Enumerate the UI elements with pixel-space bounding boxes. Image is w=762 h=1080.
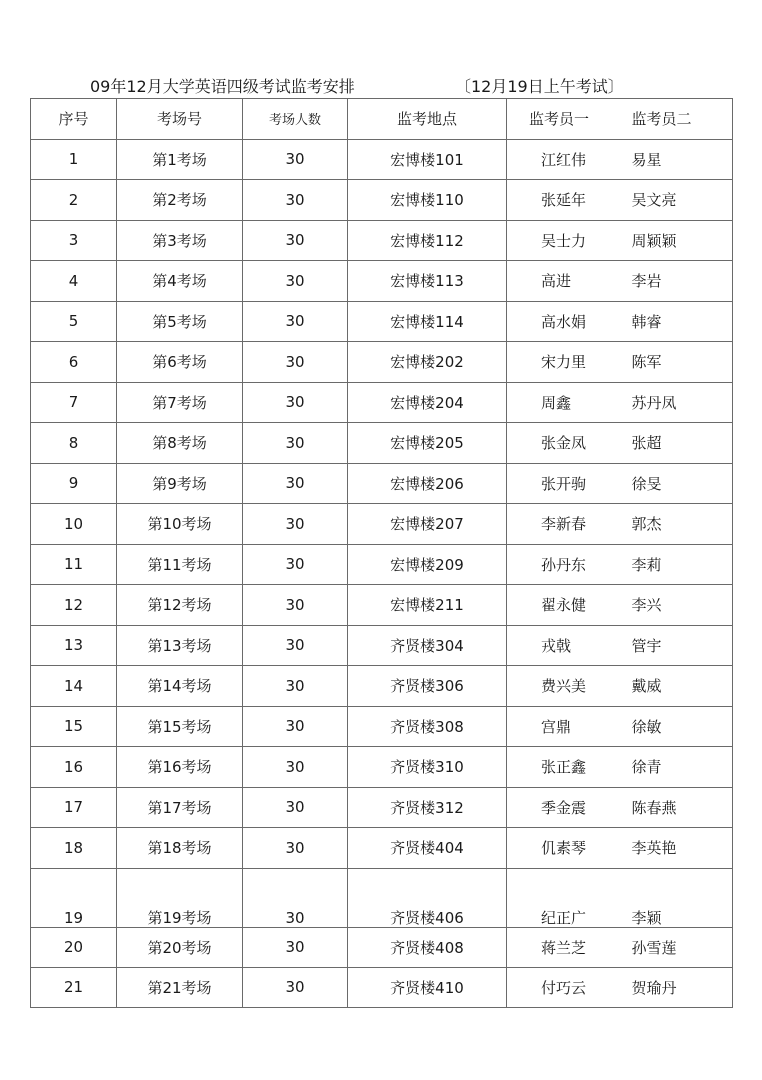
- table-row: [31, 868, 733, 927]
- cell-proctor-two: 李兴: [625, 585, 733, 626]
- cell-serial: 17: [31, 787, 117, 828]
- cell-place: 齐贤楼410: [348, 967, 507, 1008]
- cell-proctor-one: 季金震: [507, 787, 625, 828]
- cell-room: 第2考场: [117, 180, 243, 221]
- cell-room: 第12考场: [117, 585, 243, 626]
- table-row: [31, 423, 733, 464]
- cell-serial: 19: [31, 868, 117, 927]
- cell-proctor-two: 郭杰: [625, 504, 733, 545]
- cell-place: 齐贤楼312: [348, 787, 507, 828]
- cell-room: 第15考场: [117, 706, 243, 747]
- cell-count: 30: [243, 423, 348, 464]
- cell-room: 第20考场: [117, 927, 243, 967]
- cell-place: 宏博楼113: [348, 261, 507, 302]
- cell-count: 30: [243, 666, 348, 707]
- proctor-schedule-table: [30, 98, 733, 1008]
- cell-proctor-one: 戎戟: [507, 625, 625, 666]
- cell-proctor-one: 张延年: [507, 180, 625, 221]
- cell-room: 第16考场: [117, 747, 243, 788]
- cell-count: 30: [243, 747, 348, 788]
- cell-place: 齐贤楼304: [348, 625, 507, 666]
- header-room: 考场号: [117, 99, 243, 140]
- cell-proctor-two: 李岩: [625, 261, 733, 302]
- table-row: [31, 463, 733, 504]
- table-row: [31, 666, 733, 707]
- cell-proctor-two: 易星: [625, 139, 733, 180]
- cell-count: 30: [243, 967, 348, 1008]
- cell-place: 宏博楼114: [348, 301, 507, 342]
- cell-count: 30: [243, 585, 348, 626]
- cell-count: 30: [243, 504, 348, 545]
- cell-count: 30: [243, 706, 348, 747]
- cell-proctor-two: 李英艳: [625, 828, 733, 869]
- cell-serial: 7: [31, 382, 117, 423]
- cell-room: 第9考场: [117, 463, 243, 504]
- cell-proctor-one: 费兴美: [507, 666, 625, 707]
- table-row: [31, 585, 733, 626]
- table-header-row: [31, 99, 733, 140]
- cell-proctor-two: 张超: [625, 423, 733, 464]
- cell-serial: 20: [31, 927, 117, 967]
- table-row: [31, 967, 733, 1008]
- cell-room: 第21考场: [117, 967, 243, 1008]
- cell-place: 宏博楼204: [348, 382, 507, 423]
- cell-place: 宏博楼112: [348, 220, 507, 261]
- cell-serial: 12: [31, 585, 117, 626]
- cell-place: 宏博楼205: [348, 423, 507, 464]
- cell-serial: 2: [31, 180, 117, 221]
- table-row: [31, 927, 733, 967]
- table-row: [31, 382, 733, 423]
- cell-place: 齐贤楼406: [348, 868, 507, 927]
- cell-proctor-two: 徐敏: [625, 706, 733, 747]
- cell-serial: 13: [31, 625, 117, 666]
- cell-place: 宏博楼209: [348, 544, 507, 585]
- cell-room: 第4考场: [117, 261, 243, 302]
- cell-place: 齐贤楼404: [348, 828, 507, 869]
- cell-place: 宏博楼202: [348, 342, 507, 383]
- cell-serial: 11: [31, 544, 117, 585]
- table-row: [31, 544, 733, 585]
- table-row: [31, 261, 733, 302]
- table-row: [31, 625, 733, 666]
- table-row: [31, 301, 733, 342]
- cell-proctor-one: 高水娟: [507, 301, 625, 342]
- cell-proctor-two: 苏丹凤: [625, 382, 733, 423]
- cell-proctor-one: 吴士力: [507, 220, 625, 261]
- cell-count: 30: [243, 301, 348, 342]
- cell-proctor-two: 吴文亮: [625, 180, 733, 221]
- cell-room: 第6考场: [117, 342, 243, 383]
- cell-serial: 3: [31, 220, 117, 261]
- document-title: [0, 74, 762, 98]
- cell-count: 30: [243, 139, 348, 180]
- cell-proctor-one: 孙丹东: [507, 544, 625, 585]
- cell-room: 第10考场: [117, 504, 243, 545]
- cell-proctor-one: 宋力里: [507, 342, 625, 383]
- table-row: [31, 706, 733, 747]
- cell-proctor-one: 高进: [507, 261, 625, 302]
- cell-serial: 10: [31, 504, 117, 545]
- cell-proctor-two: 陈春燕: [625, 787, 733, 828]
- cell-proctor-one: 江红伟: [507, 139, 625, 180]
- cell-room: 第18考场: [117, 828, 243, 869]
- table-row: [31, 747, 733, 788]
- cell-count: 30: [243, 544, 348, 585]
- cell-proctor-two: 李颖: [625, 868, 733, 927]
- cell-place: 宏博楼101: [348, 139, 507, 180]
- cell-proctor-two: 管宇: [625, 625, 733, 666]
- title-main: 09年12月大学英语四级考试监考安排: [90, 77, 355, 96]
- cell-count: 30: [243, 261, 348, 302]
- cell-proctor-one: 张正鑫: [507, 747, 625, 788]
- cell-proctor-one: 蒋兰芝: [507, 927, 625, 967]
- cell-proctor-two: 李莉: [625, 544, 733, 585]
- cell-count: 30: [243, 382, 348, 423]
- cell-serial: 4: [31, 261, 117, 302]
- cell-place: 宏博楼207: [348, 504, 507, 545]
- cell-count: 30: [243, 868, 348, 927]
- cell-count: 30: [243, 220, 348, 261]
- cell-serial: 16: [31, 747, 117, 788]
- cell-place: 宏博楼206: [348, 463, 507, 504]
- cell-room: 第7考场: [117, 382, 243, 423]
- cell-place: 齐贤楼306: [348, 666, 507, 707]
- cell-proctor-one: 宫鼎: [507, 706, 625, 747]
- cell-room: 第13考场: [117, 625, 243, 666]
- cell-count: 30: [243, 342, 348, 383]
- cell-room: 第5考场: [117, 301, 243, 342]
- cell-serial: 9: [31, 463, 117, 504]
- table-row: [31, 342, 733, 383]
- cell-proctor-one: 仉素琴: [507, 828, 625, 869]
- cell-room: 第17考场: [117, 787, 243, 828]
- cell-proctor-two: 戴威: [625, 666, 733, 707]
- cell-proctor-two: 韩睿: [625, 301, 733, 342]
- cell-place: 宏博楼211: [348, 585, 507, 626]
- cell-proctor-two: 贺瑜丹: [625, 967, 733, 1008]
- header-serial: 序号: [31, 99, 117, 140]
- header-proctor-two: 监考员二: [625, 99, 733, 140]
- cell-room: 第1考场: [117, 139, 243, 180]
- cell-room: 第14考场: [117, 666, 243, 707]
- cell-count: 30: [243, 927, 348, 967]
- cell-proctor-one: 周鑫: [507, 382, 625, 423]
- cell-proctor-one: 纪正广: [507, 868, 625, 927]
- cell-serial: 6: [31, 342, 117, 383]
- table-row: [31, 180, 733, 221]
- cell-serial: 1: [31, 139, 117, 180]
- cell-count: 30: [243, 625, 348, 666]
- header-place: 监考地点: [348, 99, 507, 140]
- cell-proctor-one: 付巧云: [507, 967, 625, 1008]
- cell-room: 第19考场: [117, 868, 243, 927]
- cell-proctor-one: 翟永健: [507, 585, 625, 626]
- table-row: [31, 787, 733, 828]
- header-count: 考场人数: [243, 99, 348, 140]
- cell-place: 宏博楼110: [348, 180, 507, 221]
- cell-serial: 14: [31, 666, 117, 707]
- cell-place: 齐贤楼310: [348, 747, 507, 788]
- cell-place: 齐贤楼408: [348, 927, 507, 967]
- cell-serial: 18: [31, 828, 117, 869]
- cell-proctor-two: 周颖颖: [625, 220, 733, 261]
- cell-place: 齐贤楼308: [348, 706, 507, 747]
- cell-room: 第11考场: [117, 544, 243, 585]
- cell-proctor-two: 徐青: [625, 747, 733, 788]
- cell-room: 第8考场: [117, 423, 243, 464]
- cell-serial: 21: [31, 967, 117, 1008]
- table-row: [31, 220, 733, 261]
- table-row: [31, 504, 733, 545]
- cell-proctor-one: 张开驹: [507, 463, 625, 504]
- table-row: [31, 139, 733, 180]
- cell-serial: 15: [31, 706, 117, 747]
- cell-count: 30: [243, 787, 348, 828]
- table-row: [31, 828, 733, 869]
- header-proctor-one: 监考员一: [507, 99, 625, 140]
- cell-proctor-two: 徐旻: [625, 463, 733, 504]
- cell-serial: 8: [31, 423, 117, 464]
- cell-room: 第3考场: [117, 220, 243, 261]
- cell-serial: 5: [31, 301, 117, 342]
- cell-count: 30: [243, 180, 348, 221]
- cell-proctor-one: 张金凤: [507, 423, 625, 464]
- cell-proctor-one: 李新春: [507, 504, 625, 545]
- cell-count: 30: [243, 828, 348, 869]
- cell-count: 30: [243, 463, 348, 504]
- cell-proctor-two: 陈军: [625, 342, 733, 383]
- cell-proctor-two: 孙雪莲: [625, 927, 733, 967]
- title-date-note: 〔12月19日上午考试〕: [455, 77, 624, 96]
